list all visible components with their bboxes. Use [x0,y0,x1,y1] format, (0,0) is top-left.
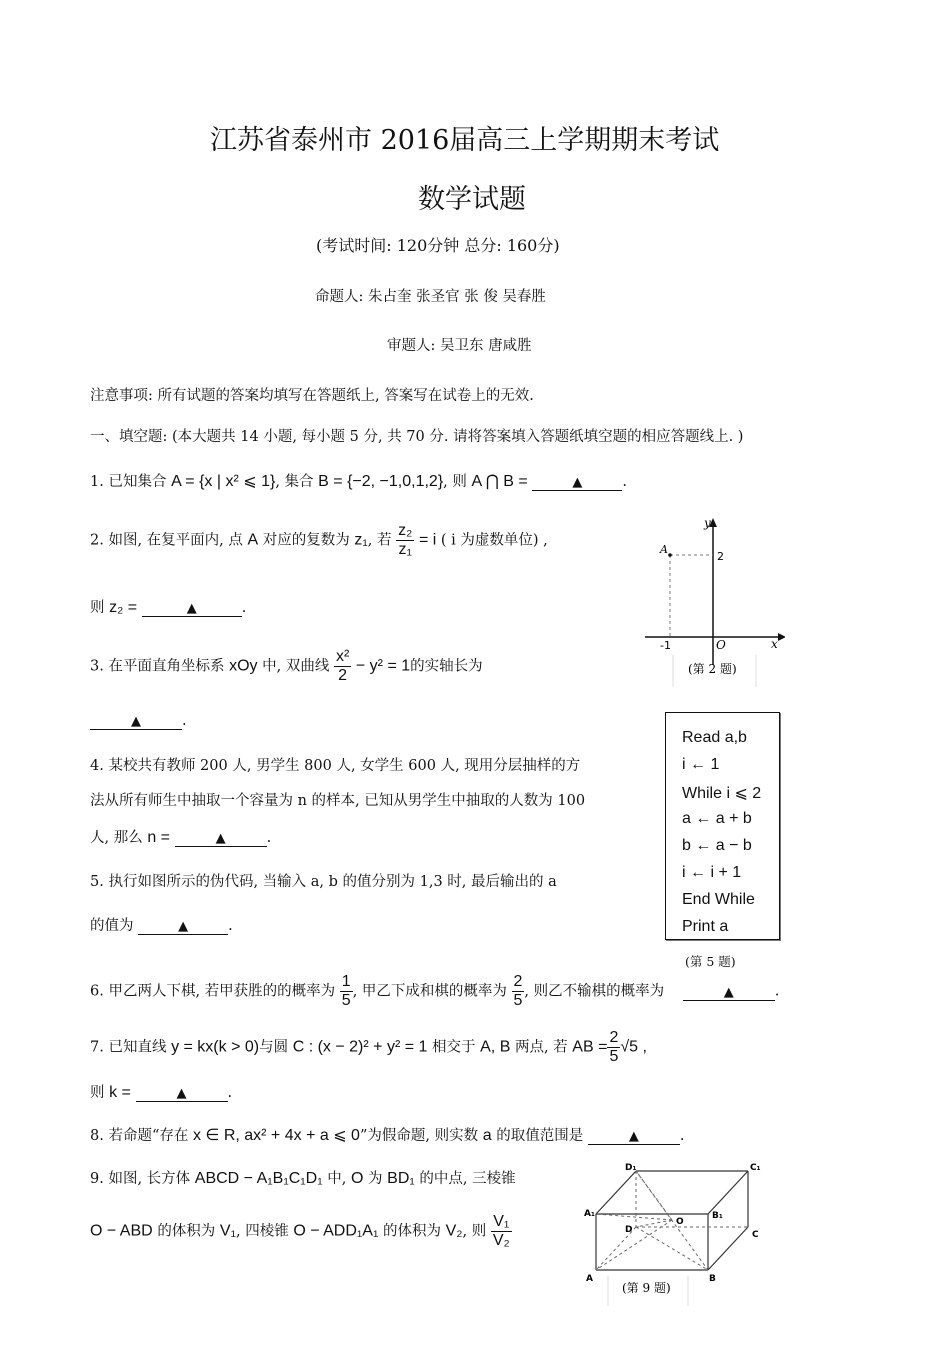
fraction: $\frac{\text{V₁}}{\text{V₂}}$ [492,1213,510,1249]
label-c1: C₁ [750,1163,761,1173]
pseudo-code-box [665,712,780,940]
question-4-line-3: 人, 那么 n = ▲ . [90,829,272,846]
origin-label: O [716,638,726,652]
question-8: 8. 若命题“存在 x ∈ R, ax² + 4x + a ⩽ 0”为假命题, 则实数 a 的取值范围是 ▲ . [90,1127,685,1144]
edge-c1b1 [708,1171,748,1214]
segment-od1 [636,1171,672,1220]
answer-blank[interactable]: ▲ [683,984,775,1001]
complex-plane-figure [640,515,785,690]
code-line: i ← i + 1 [682,864,742,881]
setters: 命题人: 朱占奎 张圣官 张 俊 吴春胜 [315,289,546,305]
x-arrow [778,633,785,641]
label-b: B [709,1274,716,1284]
code-line: a ← a + b [682,810,752,827]
question-4: 4. 某校共有教师 200 人, 男学生 800 人, 女学生 600 人, 现用分层抽样的方 [90,758,581,774]
label-b1: B₁ [712,1211,723,1221]
question-4-line-2: 法从所有师生中抽取一个容量为 n 的样本, 已知从男学生中抽取的人数为 100 [90,793,586,809]
code-line: i ← 1 [682,756,720,773]
code-line: While i ⩽ 2 [682,785,762,802]
question-3-line-2: ▲ . [90,713,187,730]
segment-oa1 [596,1214,672,1220]
answer-blank[interactable]: ▲ [136,1085,228,1102]
fraction: $\frac{2}{5}$ [513,973,523,1009]
point-a [668,553,672,557]
x-label: x [771,637,778,651]
y-tick-label: 2 [717,550,724,563]
segment-oa [596,1220,672,1270]
question-5: 5. 执行如图所示的伪代码, 当输入 a, b 的值分别为 1,3 时, 最后输出的 a [90,874,557,890]
question-7-line-2: 则 k = ▲ . [90,1084,233,1101]
question-7: 7. 已知直线 y = kx(k > 0)与圆 C : (x − 2)² + y² = 1 相交于 A, B 两点, 若 AB = $\frac{2}{5}$ √5 , [90,1029,647,1065]
question-5-line-2: 的值为 ▲ . [90,918,233,934]
question-2: 2. 如图, 在复平面内, 点 A 对应的复数为 z₁, 若 $\frac{\text{z₂}}{\text{z₁}}$ = i ( i 为虚数单位) , [90,522,548,558]
reviewers: 审题人: 吴卫东 唐咸胜 [387,338,532,354]
answer-blank[interactable]: ▲ [142,600,242,617]
cuboid-figure [578,1158,768,1308]
exam-info: (考试时间: 120分钟 总分: 160分) [316,236,560,255]
label-d: D [625,1225,633,1235]
answer-blank[interactable]: ▲ [175,830,267,847]
fraction: $\frac{\text{x²}}{2}$ [335,648,350,684]
question-6: 6. 甲乙两人下棋, 若甲获胜的的概率为 $\frac{1}{5}$ , 甲乙下成和棋的概率为 $\frac{2}{5}$ , 则乙不输棋的概率为 ▲ . [90,973,780,1009]
question-9-line-2: O − ABD 的体积为 V₁, 四棱锥 O − ADD₁A₁ 的体积为 V₂, 则 $\frac{\text{V₁}}{\text{V₂}}$ [90,1213,510,1249]
point-a-label: A [660,543,668,556]
label-a1: A₁ [584,1209,595,1219]
code-line: Print a [682,918,729,935]
edge-a1d1 [596,1171,636,1214]
edge-bc [708,1227,748,1270]
label-d1: D₁ [625,1163,637,1173]
section-heading: 一、填空题: (本大题共 14 小题, 每小题 5 分, 共 70 分. 请将答案填入答题纸填空题的相应答题线上. ) [90,429,744,445]
answer-blank[interactable]: ▲ [588,1128,680,1145]
code-line: b ← a − b [682,837,752,854]
code-line: Read a,b [682,729,747,746]
figure-2-caption: (第 2 题) [688,662,737,676]
answer-blank[interactable]: ▲ [90,713,182,730]
page-subtitle: 数学试题 [418,184,526,215]
y-label: y [704,516,711,530]
question-9: 9. 如图, 长方体 ABCD − A₁B₁C₁D₁ 中, O 为 BD₁ 的中点, 三棱锥 [90,1170,516,1187]
fraction: $\frac{\text{z₂}}{\text{z₁}}$ [398,522,413,558]
x-tick-label: -1 [660,639,671,652]
label-a: A [586,1274,593,1284]
question-3: 3. 在平面直角坐标系 xOy 中, 双曲线 $\frac{\text{x²}}{2}$ − y² = 1的实轴长为 [90,648,483,684]
figure-5-caption: (第 5 题) [685,954,736,969]
fraction: $\frac{1}{5}$ [341,973,351,1009]
label-c: C [752,1230,759,1240]
edge-db [636,1227,708,1270]
figure-9-caption: (第 9 题) [622,1281,671,1295]
code-line: End While [682,891,755,908]
fraction: $\frac{2}{5}$ [609,1029,619,1065]
answer-blank[interactable]: ▲ [532,474,622,491]
question-1: 1. 已知集合 A = {x | x² ⩽ 1}, 集合 B = {−2, −1,0,1,2}, 则 A ⋂ B = ▲ . [90,473,627,490]
answer-blank[interactable]: ▲ [138,918,228,935]
page-title: 江苏省泰州市 2016届高三上学期期末考试 [210,125,720,156]
label-o: O [676,1217,684,1227]
question-2-line-2: 则 z₂ = ▲ . [90,599,247,616]
notice: 注意事项: 所有试题的答案均填写在答题纸上, 答案写在试卷上的无效. [90,388,534,404]
